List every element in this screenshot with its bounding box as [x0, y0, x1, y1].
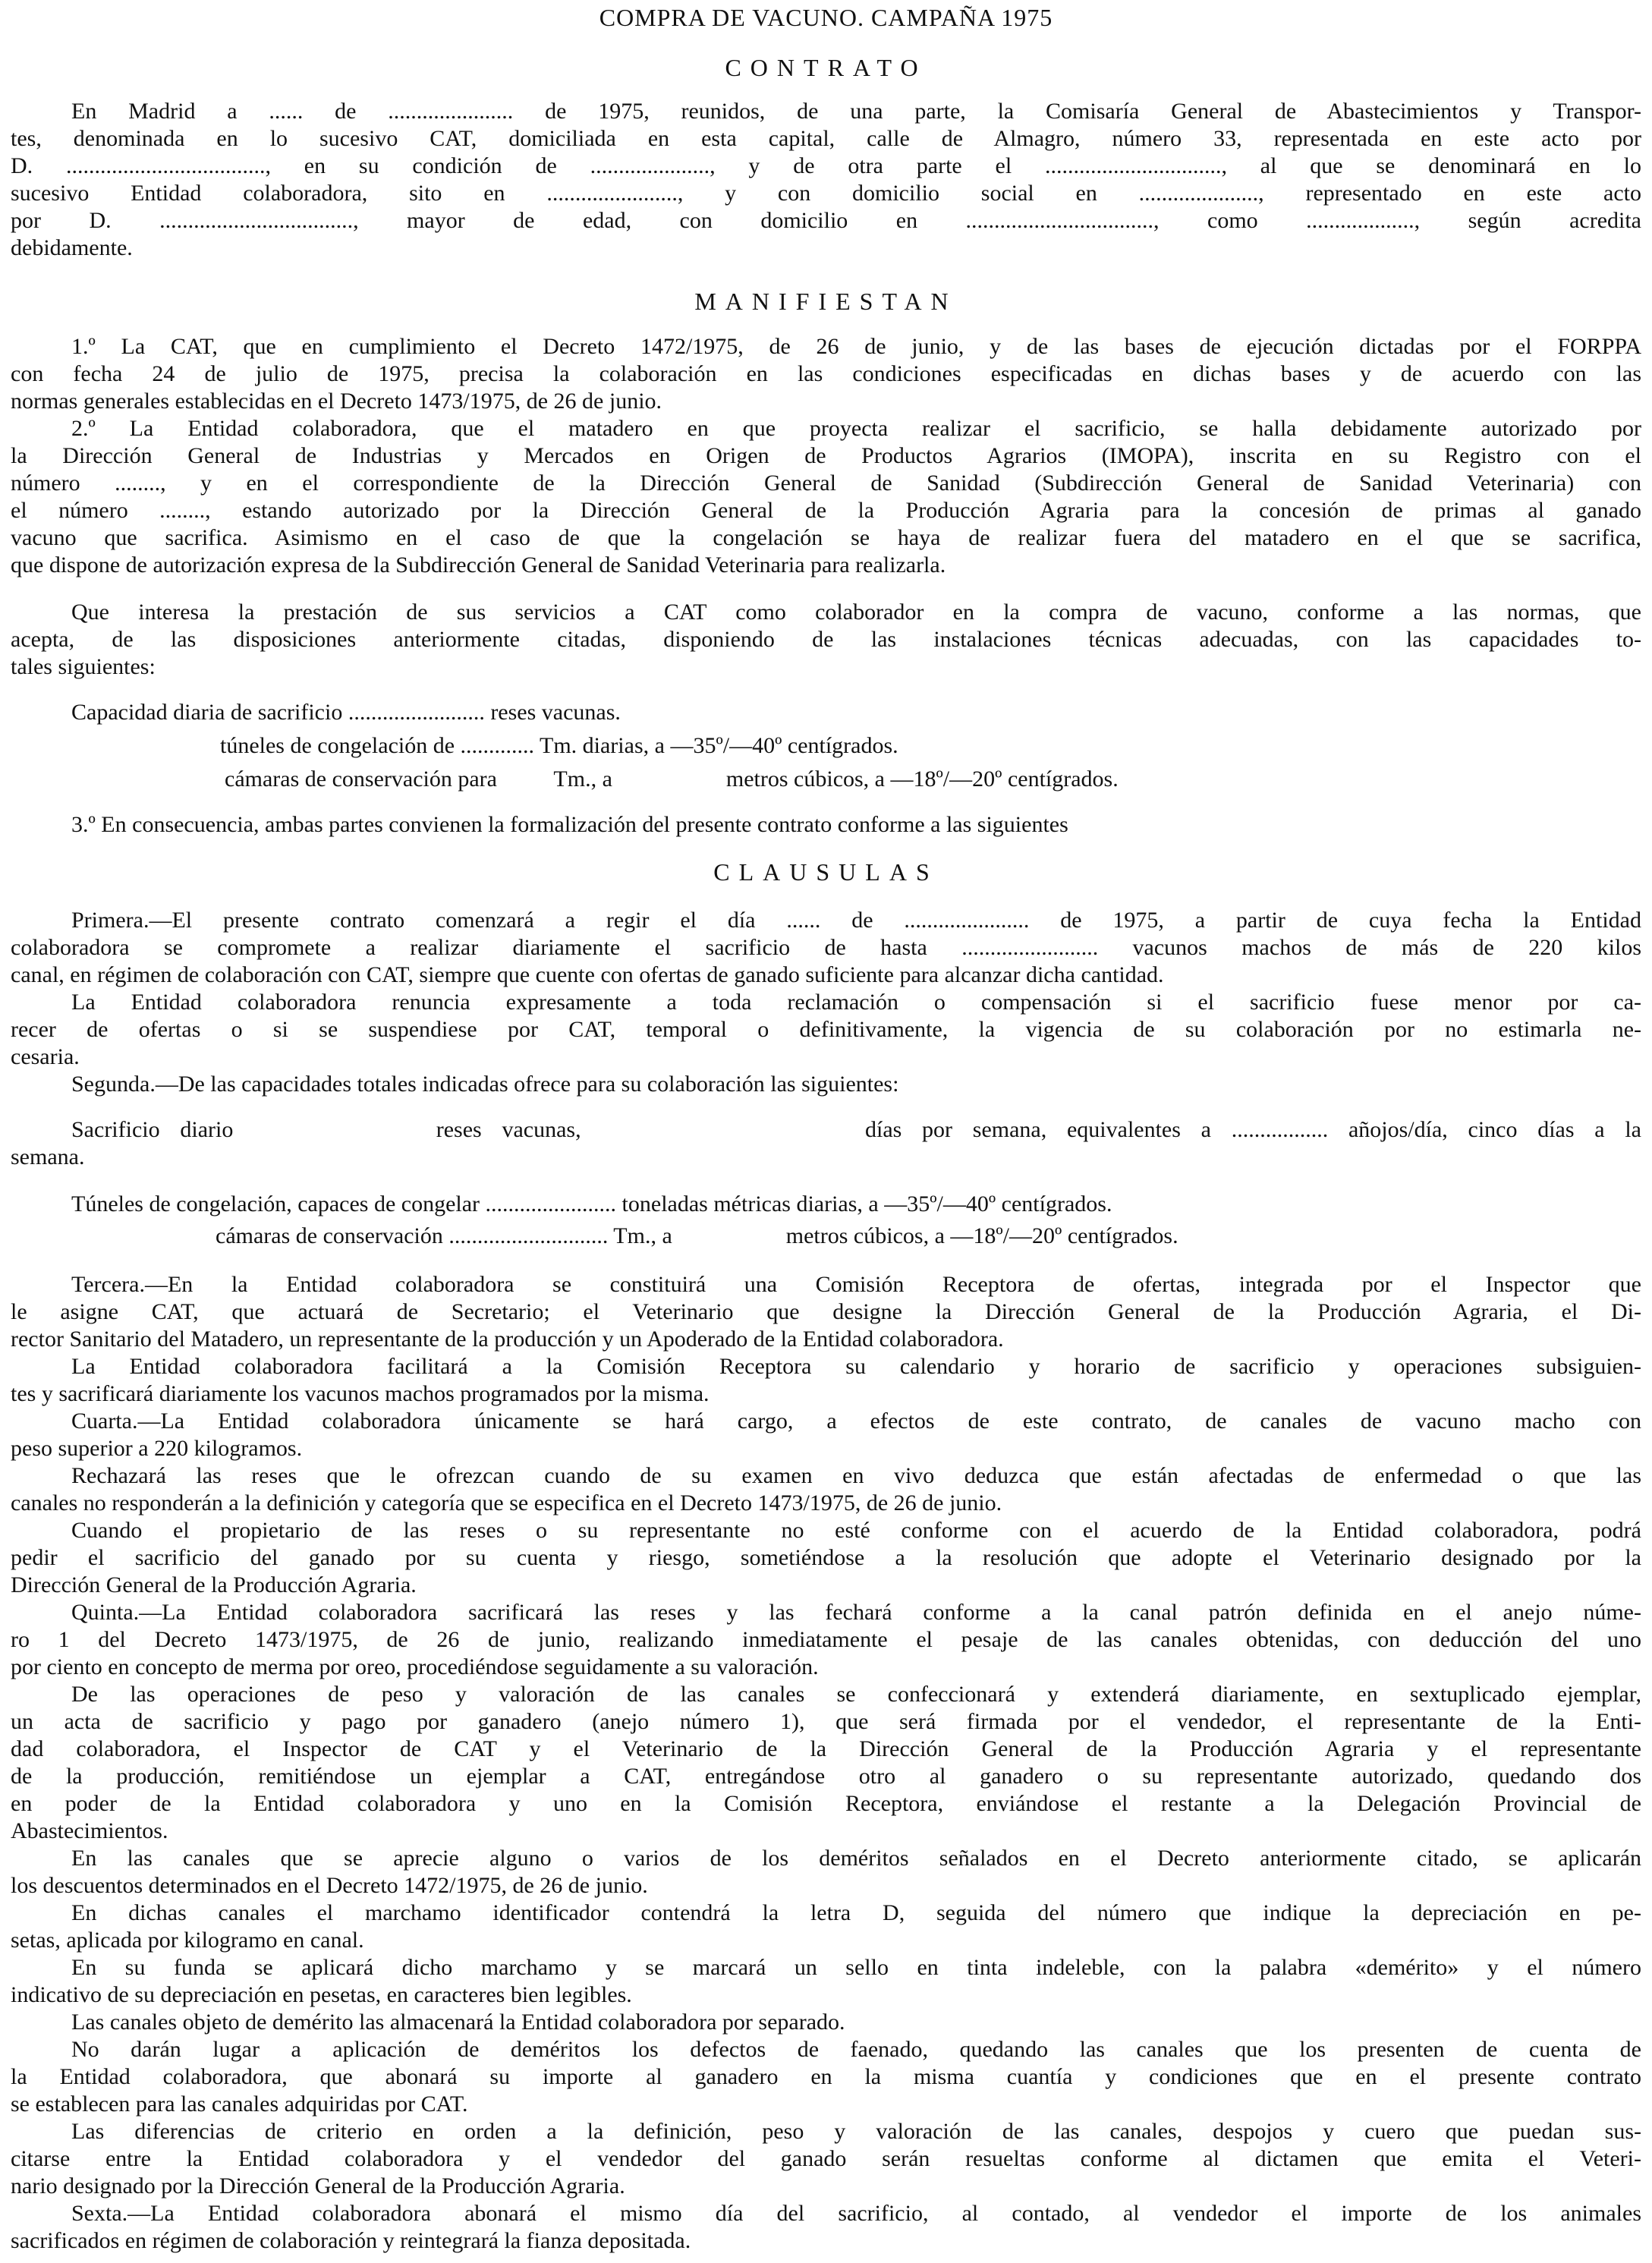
clausula-line: En las canales que se aprecie alguno o varios de los deméritos señalados en el Decreto anteriormente citado, se aplicarán [71, 1846, 1641, 1871]
clausula-line: Cuarta.—La Entidad colaboradora únicamente se hará cargo, a efectos de este contrato, de canales de vacuno macho con [71, 1408, 1641, 1434]
heading-clausulas: CLAUSULAS [713, 858, 939, 886]
clausula-line: Segunda.—De las capacidades totales indicadas ofrece para su colaboración las siguientes: [71, 1072, 899, 1097]
clausula-line: En su funda se aplicará dicho marchamo y se marcará un sello en tinta indeleble, con la palabra «demérito» y el número [71, 1955, 1641, 1980]
clausula-line: se establecen para las canales adquiridas por CAT. [11, 2091, 468, 2117]
manifiestan-line: con fecha 24 de julio de 1975, precisa la colaboración en las condiciones especificadas en dichas bases y de acuerdo con las [11, 361, 1641, 386]
clausula-line: colaboradora se compromete a realizar diariamente el sacrificio de hasta ........................ vacunos machos de más de 220 kilos [11, 935, 1641, 960]
manifiestan-line: 2.º La Entidad colaboradora, que el matadero en que proyecta realizar el sacrificio, se halla debidamente autorizado por [71, 416, 1641, 441]
clausula-line: un acta de sacrificio y pago por ganadero (anejo número 1), que será firmada por el vendedor, el representante de la Enti- [11, 1709, 1641, 1734]
clausula-line: sacrificados en régimen de colaboración y reintegrará la fianza depositada. [11, 2228, 691, 2253]
clausula-line: canal, en régimen de colaboración con CAT, siempre que cuente con ofertas de ganado suficiente para alcanzar dicha cantidad. [11, 962, 1164, 987]
clausula-line: Abastecimientos. [11, 1818, 168, 1843]
clausula-line: Las diferencias de criterio en orden a la definición, peso y valoración de las canales, despojos y cuero que puedan sus- [71, 2119, 1641, 2144]
clausula-line: Dirección General de la Producción Agraria. [11, 1572, 417, 1597]
document-title: COMPRA DE VACUNO. CAMPAÑA 1975 [599, 4, 1053, 31]
manifiestan-line: normas generales establecidas en el Decreto 1473/1975, de 26 de junio. [11, 389, 662, 414]
clausula-line: Sexta.—La Entidad colaboradora abonará el mismo día del sacrificio, al contado, al vendedor el importe de los animales [71, 2201, 1641, 2226]
clausula-line: canales no responderán a la definición y categoría que se especifica en el Decreto 1473/1975, de 26 de junio. [11, 1490, 1002, 1515]
intro-line: D. ..................................., en su condición de ....................., y de otra parte el ..............................., al que se denominará en lo [11, 153, 1641, 178]
clausula-line: dad colaboradora, el Inspector de CAT y el Veterinario de la Dirección General de la Producción Agraria y el representante [11, 1736, 1641, 1761]
manifiestan-line: que dispone de autorización expresa de la Subdirección General de Sanidad Veterinaria para realizarla. [11, 552, 946, 578]
interesa-line: tales siguientes: [11, 654, 156, 679]
clausula-line: setas, aplicada por kilogramo en canal. [11, 1928, 364, 1953]
clausula-line: Rechazará las reses que le ofrezcan cuando de su examen en vivo deduzca que están afectadas de enfermedad o que las [71, 1463, 1641, 1488]
clausula-line: en poder de la Entidad colaboradora y uno en la Comisión Receptora, enviándose el restante a la Delegación Provincial de [11, 1791, 1641, 1816]
interesa-line: Que interesa la prestación de sus servicios a CAT como colaborador en la compra de vacuno, conforme a las normas, que [71, 600, 1641, 625]
capacidad-line: cámaras de conservación para Tm., a metros cúbicos, a —18º/—20º centígrados. [225, 766, 1119, 792]
clausula-line: los descuentos determinados en el Decreto 1472/1975, de 26 de junio. [11, 1873, 648, 1898]
clausula-line: Primera.—El presente contrato comenzará a regir el día ...... de ...................... de 1975, a partir de cuya fecha la Entidad [71, 908, 1641, 933]
clausula-line: citarse entre la Entidad colaboradora y el vendedor del ganado serán resueltas conforme al dictamen que emita el Veteri- [11, 2146, 1641, 2171]
intro-line: sucesivo Entidad colaboradora, sito en ......................., y con domicilio social en ....................., representado en este acto [11, 181, 1641, 206]
clausula-line: ro 1 del Decreto 1473/1975, de 26 de junio, realizando inmediatamente el pesaje de las canales obtenidas, con deducción del uno [11, 1627, 1641, 1652]
capacidad-line: Capacidad diaria de sacrificio ........................ reses vacunas. [71, 700, 621, 725]
interesa-line: acepta, de las disposiciones anteriormente citadas, disponiendo de las instalaciones técnicas adecuadas, con las capacidades to- [11, 627, 1641, 652]
manifiestan-line: el número ........, estando autorizado por la Dirección General de la Producción Agraria para la concesión de primas al ganado [11, 498, 1641, 523]
clausula-line: le asigne CAT, que actuará de Secretario; el Veterinario que designe la Dirección General de la Producción Agraria, el Di- [11, 1299, 1641, 1324]
segunda-line: cámaras de conservación ............................ Tm., a metros cúbicos, a —18º/—20º centígrados. [216, 1223, 1178, 1248]
clausula-line: nario designado por la Dirección General de la Producción Agraria. [11, 2173, 625, 2198]
clausula-line: rector Sanitario del Matadero, un representante de la producción y un Apoderado de la Entidad colaboradora. [11, 1327, 1004, 1352]
clausula-line: cesaria. [11, 1044, 80, 1069]
capacidad-line: túneles de congelación de ............. Tm. diarias, a —35º/—40º centígrados. [220, 733, 898, 758]
heading-contrato: CONTRATO [725, 54, 927, 81]
consecuencia-line: 3.º En consecuencia, ambas partes convienen la formalización del presente contrato conforme a las siguientes [71, 812, 1068, 837]
clausula-line: De las operaciones de peso y valoración de las canales se confeccionará y extenderá diariamente, en sextuplicado ejemplar, [71, 1682, 1641, 1707]
segunda-line: Túneles de congelación, capaces de congelar ....................... toneladas métricas diarias, a —35º/—40º centígrados. [71, 1191, 1112, 1216]
clausula-line: Cuando el propietario de las reses o su representante no esté conforme con el acuerdo de la Entidad colaboradora, podrá [71, 1518, 1641, 1543]
clausula-line: La Entidad colaboradora facilitará a la Comisión Receptora su calendario y horario de sacrificio y operaciones subsiguien- [71, 1354, 1641, 1379]
clausula-line: de la producción, remitiéndose un ejemplar a CAT, entregándose otro al ganadero o su representante autorizado, quedando dos [11, 1764, 1641, 1789]
manifiestan-line: vacuno que sacrifica. Asimismo en el caso de que la congelación se haya de realizar fuera del matadero en el que se sacrifica, [11, 525, 1641, 550]
segunda-line: Sacrificio diario reses vacunas, días por semana, equivalentes a ................. añojos/día, cinco días a la [71, 1117, 1641, 1142]
clausula-line: En dichas canales el marchamo identificador contendrá la letra D, seguida del número que indique la depreciación en pe- [71, 1900, 1641, 1925]
manifiestan-line: número ........, y en el correspondiente de la Dirección General de Sanidad (Subdirección General de Sanidad Veterinaria) con [11, 471, 1641, 496]
clausula-line: pedir el sacrificio del ganado por su cuenta y riesgo, sometiéndose a la resolución que adopte el Veterinario designado por la [11, 1545, 1641, 1570]
heading-manifiestan: MANIFIESTAN [694, 288, 958, 315]
clausula-line: La Entidad colaboradora renuncia expresamente a toda reclamación o compensación si el sacrificio fuese menor por ca- [71, 990, 1641, 1015]
intro-line: En Madrid a ...... de ...................... de 1975, reunidos, de una parte, la Comisaría General de Abastecimientos y Transpor- [71, 99, 1641, 124]
clausula-line: Tercera.—En la Entidad colaboradora se constituirá una Comisión Receptora de ofertas, integrada por el Inspector que [71, 1272, 1641, 1297]
clausula-line: recer de ofertas o si se suspendiese por CAT, temporal o definitivamente, la vigencia de su colaboración por no estimarla ne- [11, 1017, 1641, 1042]
manifiestan-line: 1.º La CAT, que en cumplimiento el Decreto 1472/1975, de 26 de junio, y de las bases de ejecución dictadas por el FORPPA [71, 334, 1641, 359]
clausula-line: la Entidad colaboradora, que abonará su importe al ganadero en la misma cuantía y condiciones que en el presente contrato [11, 2064, 1641, 2089]
clausula-line: No darán lugar a aplicación de deméritos los defectos de faenado, quedando las canales que los presenten de cuenta de [71, 2037, 1641, 2062]
segunda-line: semana. [11, 1144, 85, 1169]
clausula-line: indicativo de su depreciación en pesetas, en caracteres bien legibles. [11, 1982, 632, 2007]
clausula-line: por ciento en concepto de merma por oreo, procediéndose seguidamente a su valoración. [11, 1654, 819, 1679]
manifiestan-line: la Dirección General de Industrias y Mercados en Origen de Productos Agrarios (IMOPA), inscrita en su Registro con el [11, 443, 1641, 468]
clausula-line: tes y sacrificará diariamente los vacunos machos programados por la misma. [11, 1381, 710, 1406]
intro-line: tes, denominada en lo sucesivo CAT, domiciliada en esta capital, calle de Almagro, número 33, representada en este acto por [11, 126, 1641, 151]
intro-line: debidamente. [11, 235, 133, 260]
intro-line: por D. .................................., mayor de edad, con domicilio en ................................., como ..................., según acredita [11, 208, 1641, 233]
clausula-line: Quinta.—La Entidad colaboradora sacrificará las reses y las fechará conforme a la canal patrón definida en el anejo núme- [71, 1600, 1641, 1625]
clausula-line: Las canales objeto de demérito las almacenará la Entidad colaboradora por separado. [71, 2010, 845, 2035]
clausula-line: peso superior a 220 kilogramos. [11, 1436, 303, 1461]
